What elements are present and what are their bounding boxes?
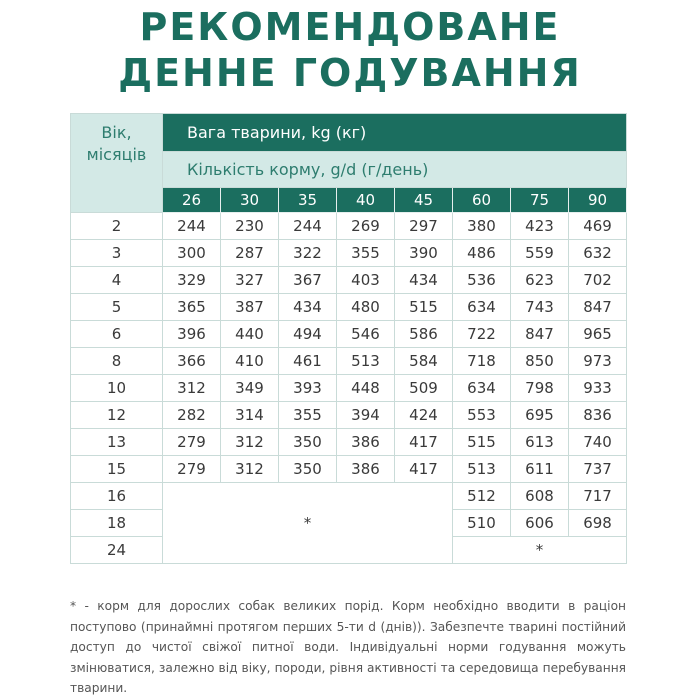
value-cell: 350 bbox=[279, 456, 337, 483]
weight-column-60: 60 bbox=[453, 188, 511, 213]
value-cell: 515 bbox=[453, 429, 511, 456]
age-column-header bbox=[71, 114, 163, 213]
age-cell: 13 bbox=[71, 429, 163, 456]
age-header-line-1: Вік, bbox=[101, 123, 132, 142]
value-cell: 611 bbox=[511, 456, 569, 483]
age-cell: 10 bbox=[71, 375, 163, 402]
value-cell: 279 bbox=[163, 456, 221, 483]
value-cell: 244 bbox=[279, 213, 337, 240]
adult-food-marker-left: * bbox=[163, 483, 453, 564]
value-cell: 327 bbox=[221, 267, 279, 294]
value-cell: 836 bbox=[569, 402, 627, 429]
value-cell: 434 bbox=[395, 267, 453, 294]
value-cell: 613 bbox=[511, 429, 569, 456]
value-cell: 634 bbox=[453, 294, 511, 321]
feeding-table bbox=[70, 113, 627, 564]
value-cell: 350 bbox=[279, 429, 337, 456]
weight-column-75: 75 bbox=[511, 188, 569, 213]
value-cell: 584 bbox=[395, 348, 453, 375]
value-cell: 965 bbox=[569, 321, 627, 348]
weight-column-90: 90 bbox=[569, 188, 627, 213]
value-cell: 312 bbox=[221, 429, 279, 456]
age-cell: 8 bbox=[71, 348, 163, 375]
age-cell: 16 bbox=[71, 483, 163, 510]
age-cell: 6 bbox=[71, 321, 163, 348]
value-cell: 717 bbox=[569, 483, 627, 510]
value-cell: 973 bbox=[569, 348, 627, 375]
value-cell: 513 bbox=[453, 456, 511, 483]
value-cell: 494 bbox=[279, 321, 337, 348]
value-cell: 367 bbox=[279, 267, 337, 294]
value-cell: 553 bbox=[453, 402, 511, 429]
value-cell: 386 bbox=[337, 456, 395, 483]
value-cell: 314 bbox=[221, 402, 279, 429]
value-cell: 230 bbox=[221, 213, 279, 240]
weight-column-26: 26 bbox=[163, 188, 221, 213]
value-cell: 440 bbox=[221, 321, 279, 348]
value-cell: 244 bbox=[163, 213, 221, 240]
value-cell: 718 bbox=[453, 348, 511, 375]
value-cell: 393 bbox=[279, 375, 337, 402]
value-cell: 417 bbox=[395, 456, 453, 483]
value-cell: 297 bbox=[395, 213, 453, 240]
weight-column-40: 40 bbox=[337, 188, 395, 213]
value-cell: 287 bbox=[221, 240, 279, 267]
value-cell: 698 bbox=[569, 510, 627, 537]
table-row bbox=[71, 348, 627, 375]
table-row bbox=[71, 456, 627, 483]
weight-column-35: 35 bbox=[279, 188, 337, 213]
value-cell: 380 bbox=[453, 213, 511, 240]
value-cell: 847 bbox=[569, 294, 627, 321]
value-cell: 559 bbox=[511, 240, 569, 267]
value-cell: 355 bbox=[337, 240, 395, 267]
table-row bbox=[71, 294, 627, 321]
value-cell: 480 bbox=[337, 294, 395, 321]
value-cell: 279 bbox=[163, 429, 221, 456]
value-cell: 322 bbox=[279, 240, 337, 267]
value-cell: 329 bbox=[163, 267, 221, 294]
table-row bbox=[71, 267, 627, 294]
value-cell: 486 bbox=[453, 240, 511, 267]
table-row bbox=[71, 483, 627, 510]
value-cell: 469 bbox=[569, 213, 627, 240]
value-cell: 740 bbox=[569, 429, 627, 456]
value-cell: 608 bbox=[511, 483, 569, 510]
value-cell: 387 bbox=[221, 294, 279, 321]
value-cell: 410 bbox=[221, 348, 279, 375]
page-title bbox=[0, 4, 700, 96]
value-cell: 448 bbox=[337, 375, 395, 402]
value-cell: 632 bbox=[569, 240, 627, 267]
value-cell: 513 bbox=[337, 348, 395, 375]
value-cell: 743 bbox=[511, 294, 569, 321]
age-cell: 2 bbox=[71, 213, 163, 240]
value-cell: 366 bbox=[163, 348, 221, 375]
value-cell: 390 bbox=[395, 240, 453, 267]
title-line-1: РЕКОМЕНДОВАНЕ bbox=[139, 5, 561, 49]
value-cell: 634 bbox=[453, 375, 511, 402]
table-row bbox=[71, 321, 627, 348]
age-cell: 24 bbox=[71, 537, 163, 564]
age-cell: 5 bbox=[71, 294, 163, 321]
value-cell: 536 bbox=[453, 267, 511, 294]
value-cell: 515 bbox=[395, 294, 453, 321]
value-cell: 386 bbox=[337, 429, 395, 456]
weight-column-45: 45 bbox=[395, 188, 453, 213]
value-cell: 722 bbox=[453, 321, 511, 348]
value-cell: 546 bbox=[337, 321, 395, 348]
title-line-2: ДЕННЕ ГОДУВАННЯ bbox=[118, 51, 582, 95]
value-cell: 847 bbox=[511, 321, 569, 348]
weight-header: Вага тварини, kg (кг) bbox=[163, 114, 627, 152]
table-row bbox=[71, 402, 627, 429]
value-cell: 702 bbox=[569, 267, 627, 294]
value-cell: 300 bbox=[163, 240, 221, 267]
table-row bbox=[71, 240, 627, 267]
value-cell: 623 bbox=[511, 267, 569, 294]
value-cell: 403 bbox=[337, 267, 395, 294]
table-row bbox=[71, 213, 627, 240]
value-cell: 434 bbox=[279, 294, 337, 321]
value-cell: 282 bbox=[163, 402, 221, 429]
adult-food-marker-right: * bbox=[453, 537, 627, 564]
value-cell: 512 bbox=[453, 483, 511, 510]
value-cell: 798 bbox=[511, 375, 569, 402]
age-cell: 18 bbox=[71, 510, 163, 537]
age-cell: 4 bbox=[71, 267, 163, 294]
age-cell: 12 bbox=[71, 402, 163, 429]
value-cell: 737 bbox=[569, 456, 627, 483]
table-row bbox=[71, 375, 627, 402]
value-cell: 355 bbox=[279, 402, 337, 429]
weight-column-30: 30 bbox=[221, 188, 279, 213]
value-cell: 349 bbox=[221, 375, 279, 402]
value-cell: 312 bbox=[221, 456, 279, 483]
value-cell: 586 bbox=[395, 321, 453, 348]
age-cell: 15 bbox=[71, 456, 163, 483]
value-cell: 396 bbox=[163, 321, 221, 348]
value-cell: 417 bbox=[395, 429, 453, 456]
value-cell: 933 bbox=[569, 375, 627, 402]
value-cell: 394 bbox=[337, 402, 395, 429]
value-cell: 606 bbox=[511, 510, 569, 537]
age-header-line-2: місяців bbox=[86, 145, 147, 164]
table-row bbox=[71, 429, 627, 456]
value-cell: 424 bbox=[395, 402, 453, 429]
value-cell: 365 bbox=[163, 294, 221, 321]
value-cell: 695 bbox=[511, 402, 569, 429]
value-cell: 423 bbox=[511, 213, 569, 240]
amount-header: Кількість корму, g/d (г/день) bbox=[163, 152, 627, 188]
value-cell: 509 bbox=[395, 375, 453, 402]
value-cell: 461 bbox=[279, 348, 337, 375]
footnote: * - корм для дорослих собак великих порід. Корм необхідно вводити в раціон поступово (принаймні протягом перших 5-ти d (днів)). Забезпечте тварині постійний доступ до чистої свіжої питної води. Індивідуальні норми годування можуть змінюватися, залежно від віку, породи, рівня активності та середовища перебування тварини. bbox=[70, 599, 626, 695]
value-cell: 510 bbox=[453, 510, 511, 537]
value-cell: 312 bbox=[163, 375, 221, 402]
value-cell: 269 bbox=[337, 213, 395, 240]
value-cell: 850 bbox=[511, 348, 569, 375]
age-cell: 3 bbox=[71, 240, 163, 267]
